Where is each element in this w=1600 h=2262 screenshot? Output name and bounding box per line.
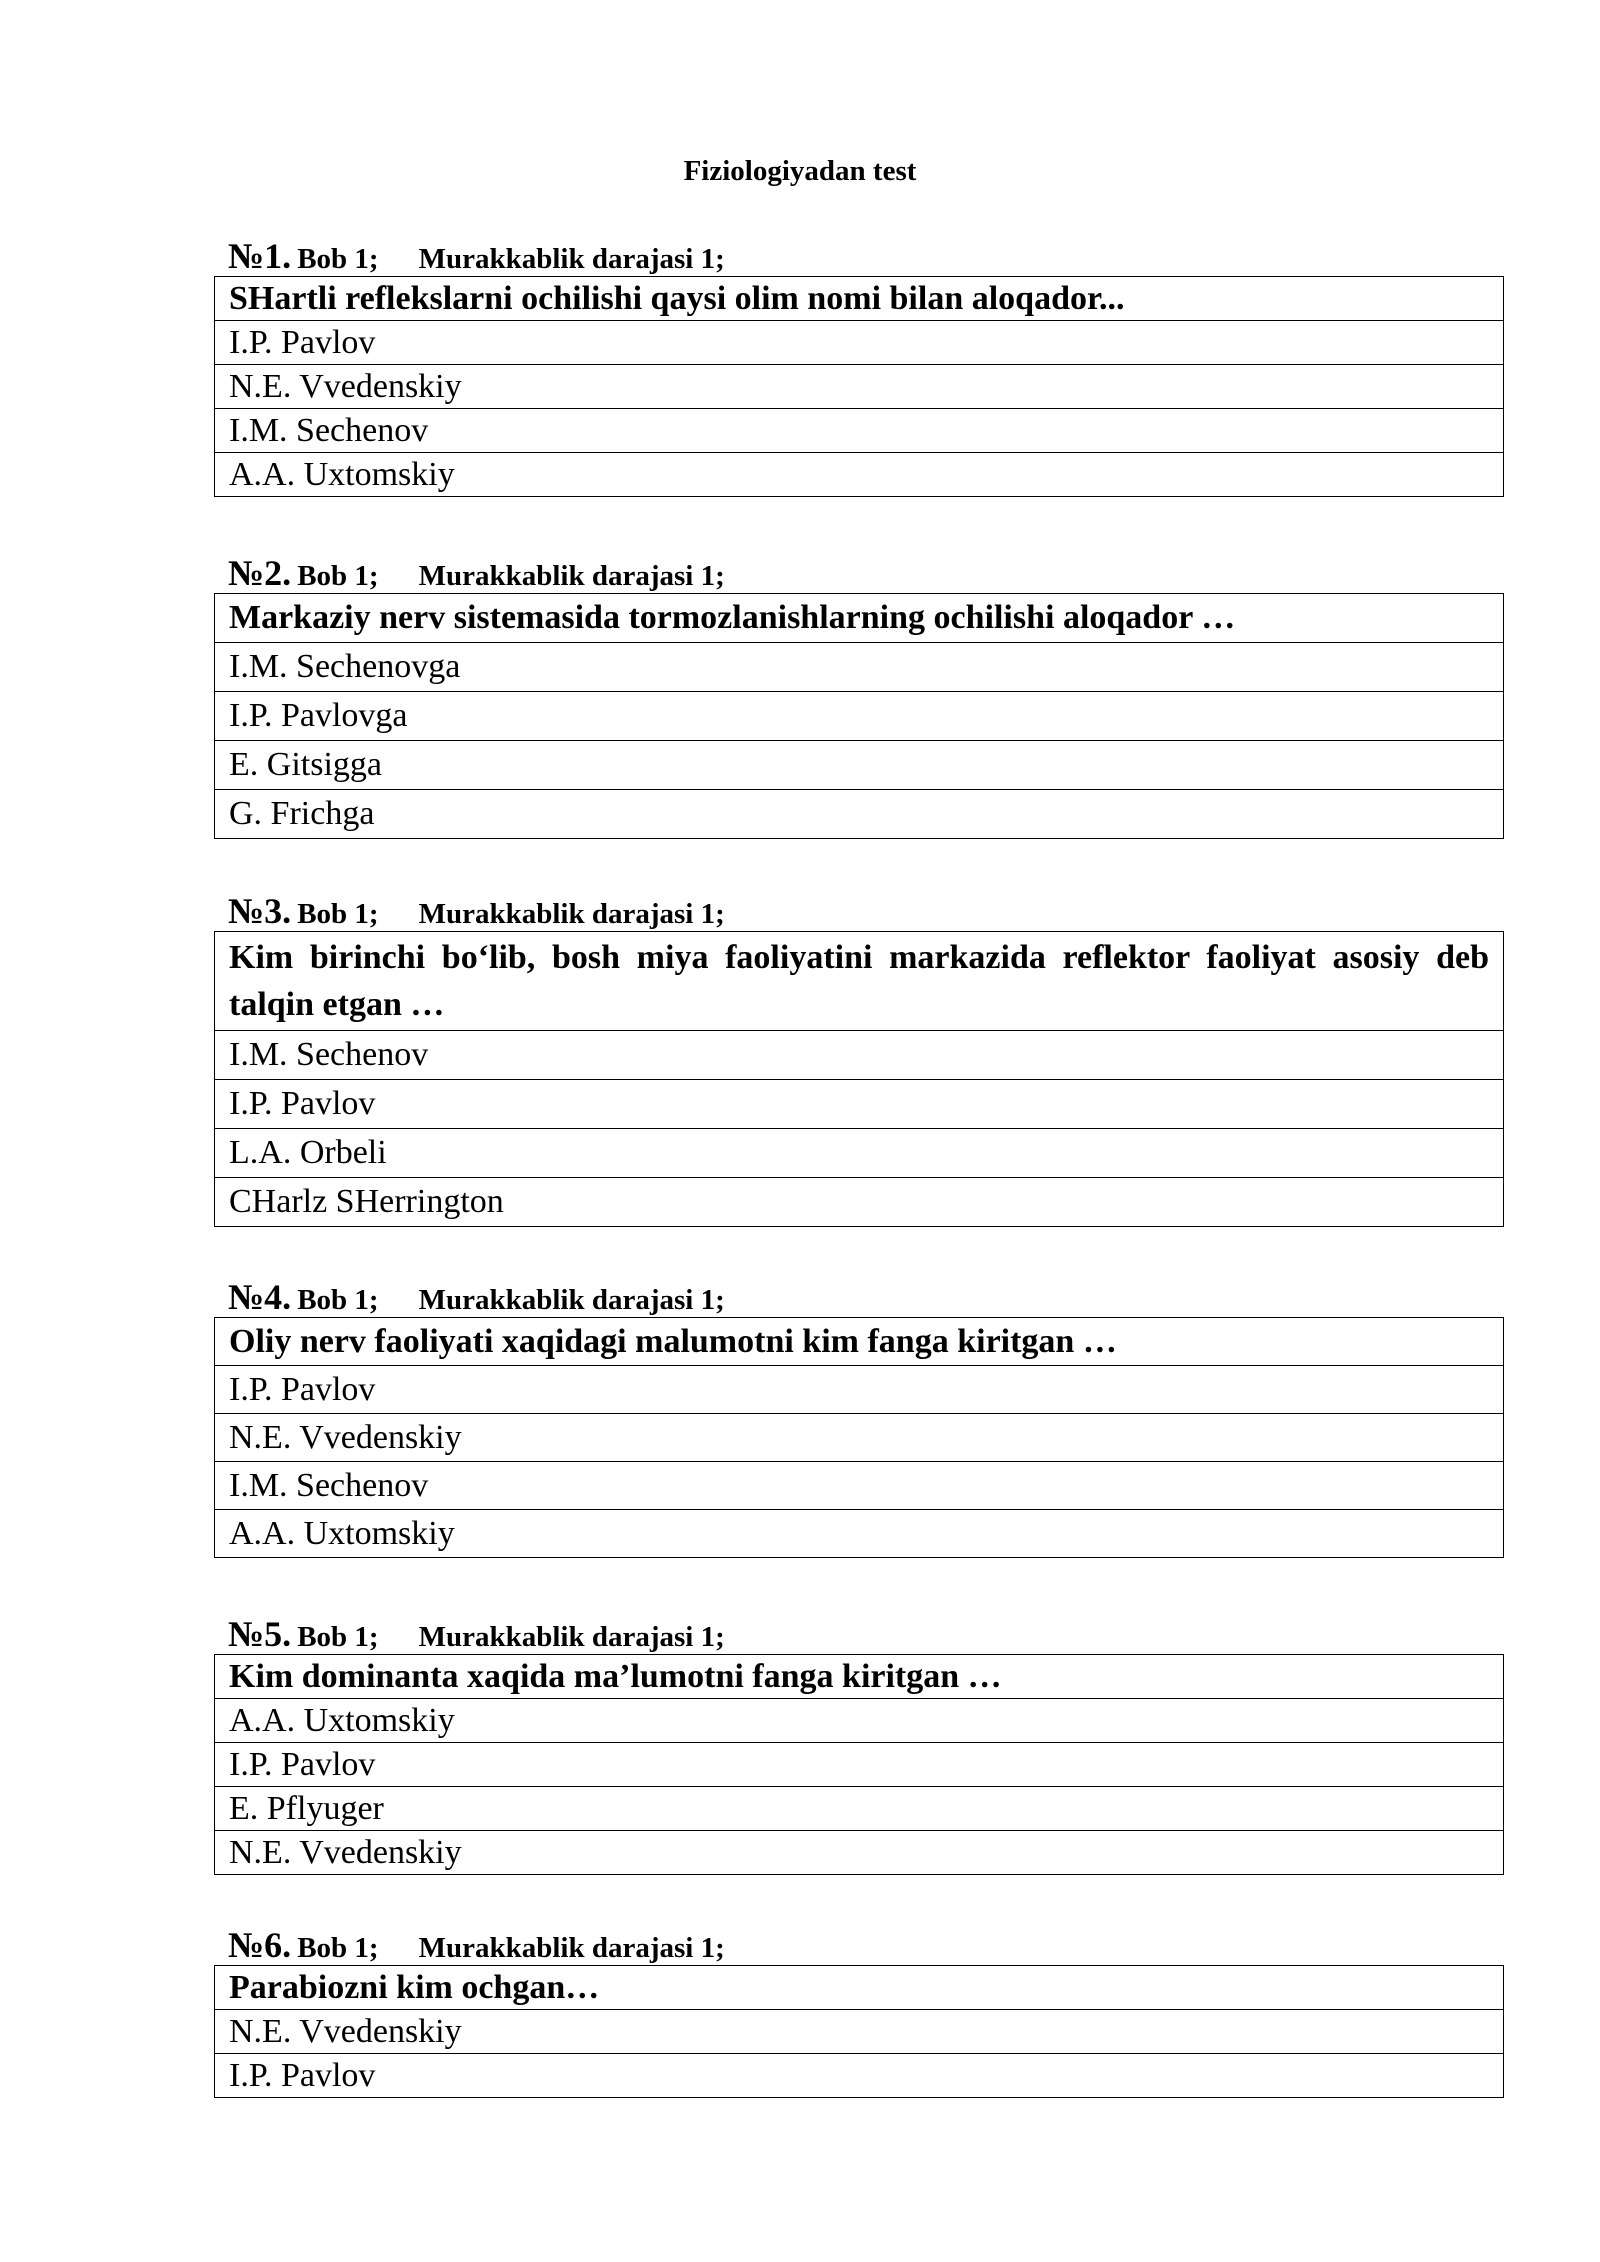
answer-option-row	[215, 1743, 1504, 1787]
question-number: №6.	[228, 1925, 292, 1965]
question-block-4	[214, 1277, 1504, 1558]
answer-option: I.M. Sechenovga	[215, 643, 1504, 692]
question-difficulty: Murakkablik darajasi 1;	[418, 243, 725, 275]
question-block-2	[214, 553, 1504, 839]
question-difficulty: Murakkablik darajasi 1;	[418, 898, 725, 930]
answer-option-row	[215, 741, 1504, 790]
answer-option: N.E. Vvedenskiy	[215, 1414, 1504, 1462]
answer-option: A.A. Uxtomskiy	[215, 1510, 1504, 1558]
answer-option-row	[215, 1129, 1504, 1178]
answer-option: N.E. Vvedenskiy	[215, 2010, 1504, 2054]
question-header	[214, 236, 1504, 276]
answer-option-row	[215, 692, 1504, 741]
answer-option: I.M. Sechenov	[215, 409, 1504, 453]
question-difficulty: Murakkablik darajasi 1;	[418, 1932, 725, 1964]
question-chapter: Bob 1;	[297, 1284, 379, 1316]
question-chapter: Bob 1;	[297, 898, 379, 930]
answer-option: N.E. Vvedenskiy	[215, 365, 1504, 409]
question-chapter: Bob 1;	[297, 560, 379, 592]
question-number: №5.	[228, 1614, 292, 1654]
answer-option-row	[215, 1699, 1504, 1743]
answer-option-row	[215, 1031, 1504, 1080]
answer-option: I.P. Pavlov	[215, 1366, 1504, 1414]
question-text: SHartli reflekslarni ochilishi qaysi olim nomi bilan aloqador...	[215, 277, 1504, 321]
answer-option: L.A. Orbeli	[215, 1129, 1504, 1178]
question-header	[214, 553, 1504, 593]
answer-option-row	[215, 790, 1504, 839]
answer-option: A.A. Uxtomskiy	[215, 1699, 1504, 1743]
question-table	[214, 931, 1504, 1227]
question-header	[214, 1614, 1504, 1654]
question-row	[215, 1966, 1504, 2010]
answer-option-row	[215, 643, 1504, 692]
answer-option: I.P. Pavlov	[215, 321, 1504, 365]
question-chapter: Bob 1;	[297, 1621, 379, 1653]
answer-option: CHarlz SHerrington	[215, 1178, 1504, 1227]
question-row	[215, 1655, 1504, 1699]
answer-option: I.P. Pavlov	[215, 1080, 1504, 1129]
answer-option-row	[215, 453, 1504, 497]
answer-option-row	[215, 1831, 1504, 1875]
question-row	[215, 932, 1504, 1031]
question-table	[214, 593, 1504, 839]
answer-option: N.E. Vvedenskiy	[215, 1831, 1504, 1875]
question-block-3	[214, 891, 1504, 1227]
question-table	[214, 1317, 1504, 1558]
answer-option-row	[215, 1510, 1504, 1558]
answer-option: E. Pflyuger	[215, 1787, 1504, 1831]
question-chapter: Bob 1;	[297, 243, 379, 275]
question-table	[214, 1654, 1504, 1875]
answer-option-row	[215, 321, 1504, 365]
answer-option-row	[215, 365, 1504, 409]
question-header	[214, 891, 1504, 931]
answer-option-row	[215, 1080, 1504, 1129]
answer-option: I.P. Pavlovga	[215, 692, 1504, 741]
question-number: №3.	[228, 891, 292, 931]
answer-option-row	[215, 1366, 1504, 1414]
answer-option: G. Frichga	[215, 790, 1504, 839]
question-block-1	[214, 236, 1504, 497]
answer-option: I.P. Pavlov	[215, 2054, 1504, 2098]
document-title: Fiziologiyadan test	[683, 155, 917, 187]
question-header	[214, 1925, 1504, 1965]
answer-option-row	[215, 1178, 1504, 1227]
question-difficulty: Murakkablik darajasi 1;	[418, 560, 725, 592]
question-table	[214, 276, 1504, 497]
answer-option: E. Gitsigga	[215, 741, 1504, 790]
answer-option-row	[215, 2010, 1504, 2054]
question-text: Oliy nerv faoliyati xaqidagi malumotni kim fanga kiritgan …	[215, 1318, 1504, 1366]
question-text: Kim dominanta xaqida ma’lumotni fanga kiritgan …	[215, 1655, 1504, 1699]
question-row	[215, 1318, 1504, 1366]
question-text: Markaziy nerv sistemasida tormozlanishlarning ochilishi aloqador …	[215, 594, 1504, 643]
answer-option-row	[215, 1462, 1504, 1510]
answer-option-row	[215, 1414, 1504, 1462]
question-text: Parabiozni kim ochgan…	[215, 1966, 1504, 2010]
question-row	[215, 277, 1504, 321]
answer-option-row	[215, 409, 1504, 453]
question-text: Kim birinchi bo‘lib, bosh miya faoliyatini markazida reflektor faoliyat asosiy deb talqin etgan …	[215, 932, 1504, 1031]
answer-option-row	[215, 1787, 1504, 1831]
question-difficulty: Murakkablik darajasi 1;	[418, 1284, 725, 1316]
question-table	[214, 1965, 1504, 2098]
question-block-5	[214, 1614, 1504, 1875]
answer-option: A.A. Uxtomskiy	[215, 453, 1504, 497]
question-number: №1.	[228, 236, 292, 276]
question-header	[214, 1277, 1504, 1317]
answer-option: I.M. Sechenov	[215, 1031, 1504, 1080]
answer-option-row	[215, 2054, 1504, 2098]
question-block-6	[214, 1925, 1504, 2098]
answer-option: I.M. Sechenov	[215, 1462, 1504, 1510]
question-row	[215, 594, 1504, 643]
question-difficulty: Murakkablik darajasi 1;	[418, 1621, 725, 1653]
question-chapter: Bob 1;	[297, 1932, 379, 1964]
question-number: №2.	[228, 553, 292, 593]
question-number: №4.	[228, 1277, 292, 1317]
answer-option: I.P. Pavlov	[215, 1743, 1504, 1787]
